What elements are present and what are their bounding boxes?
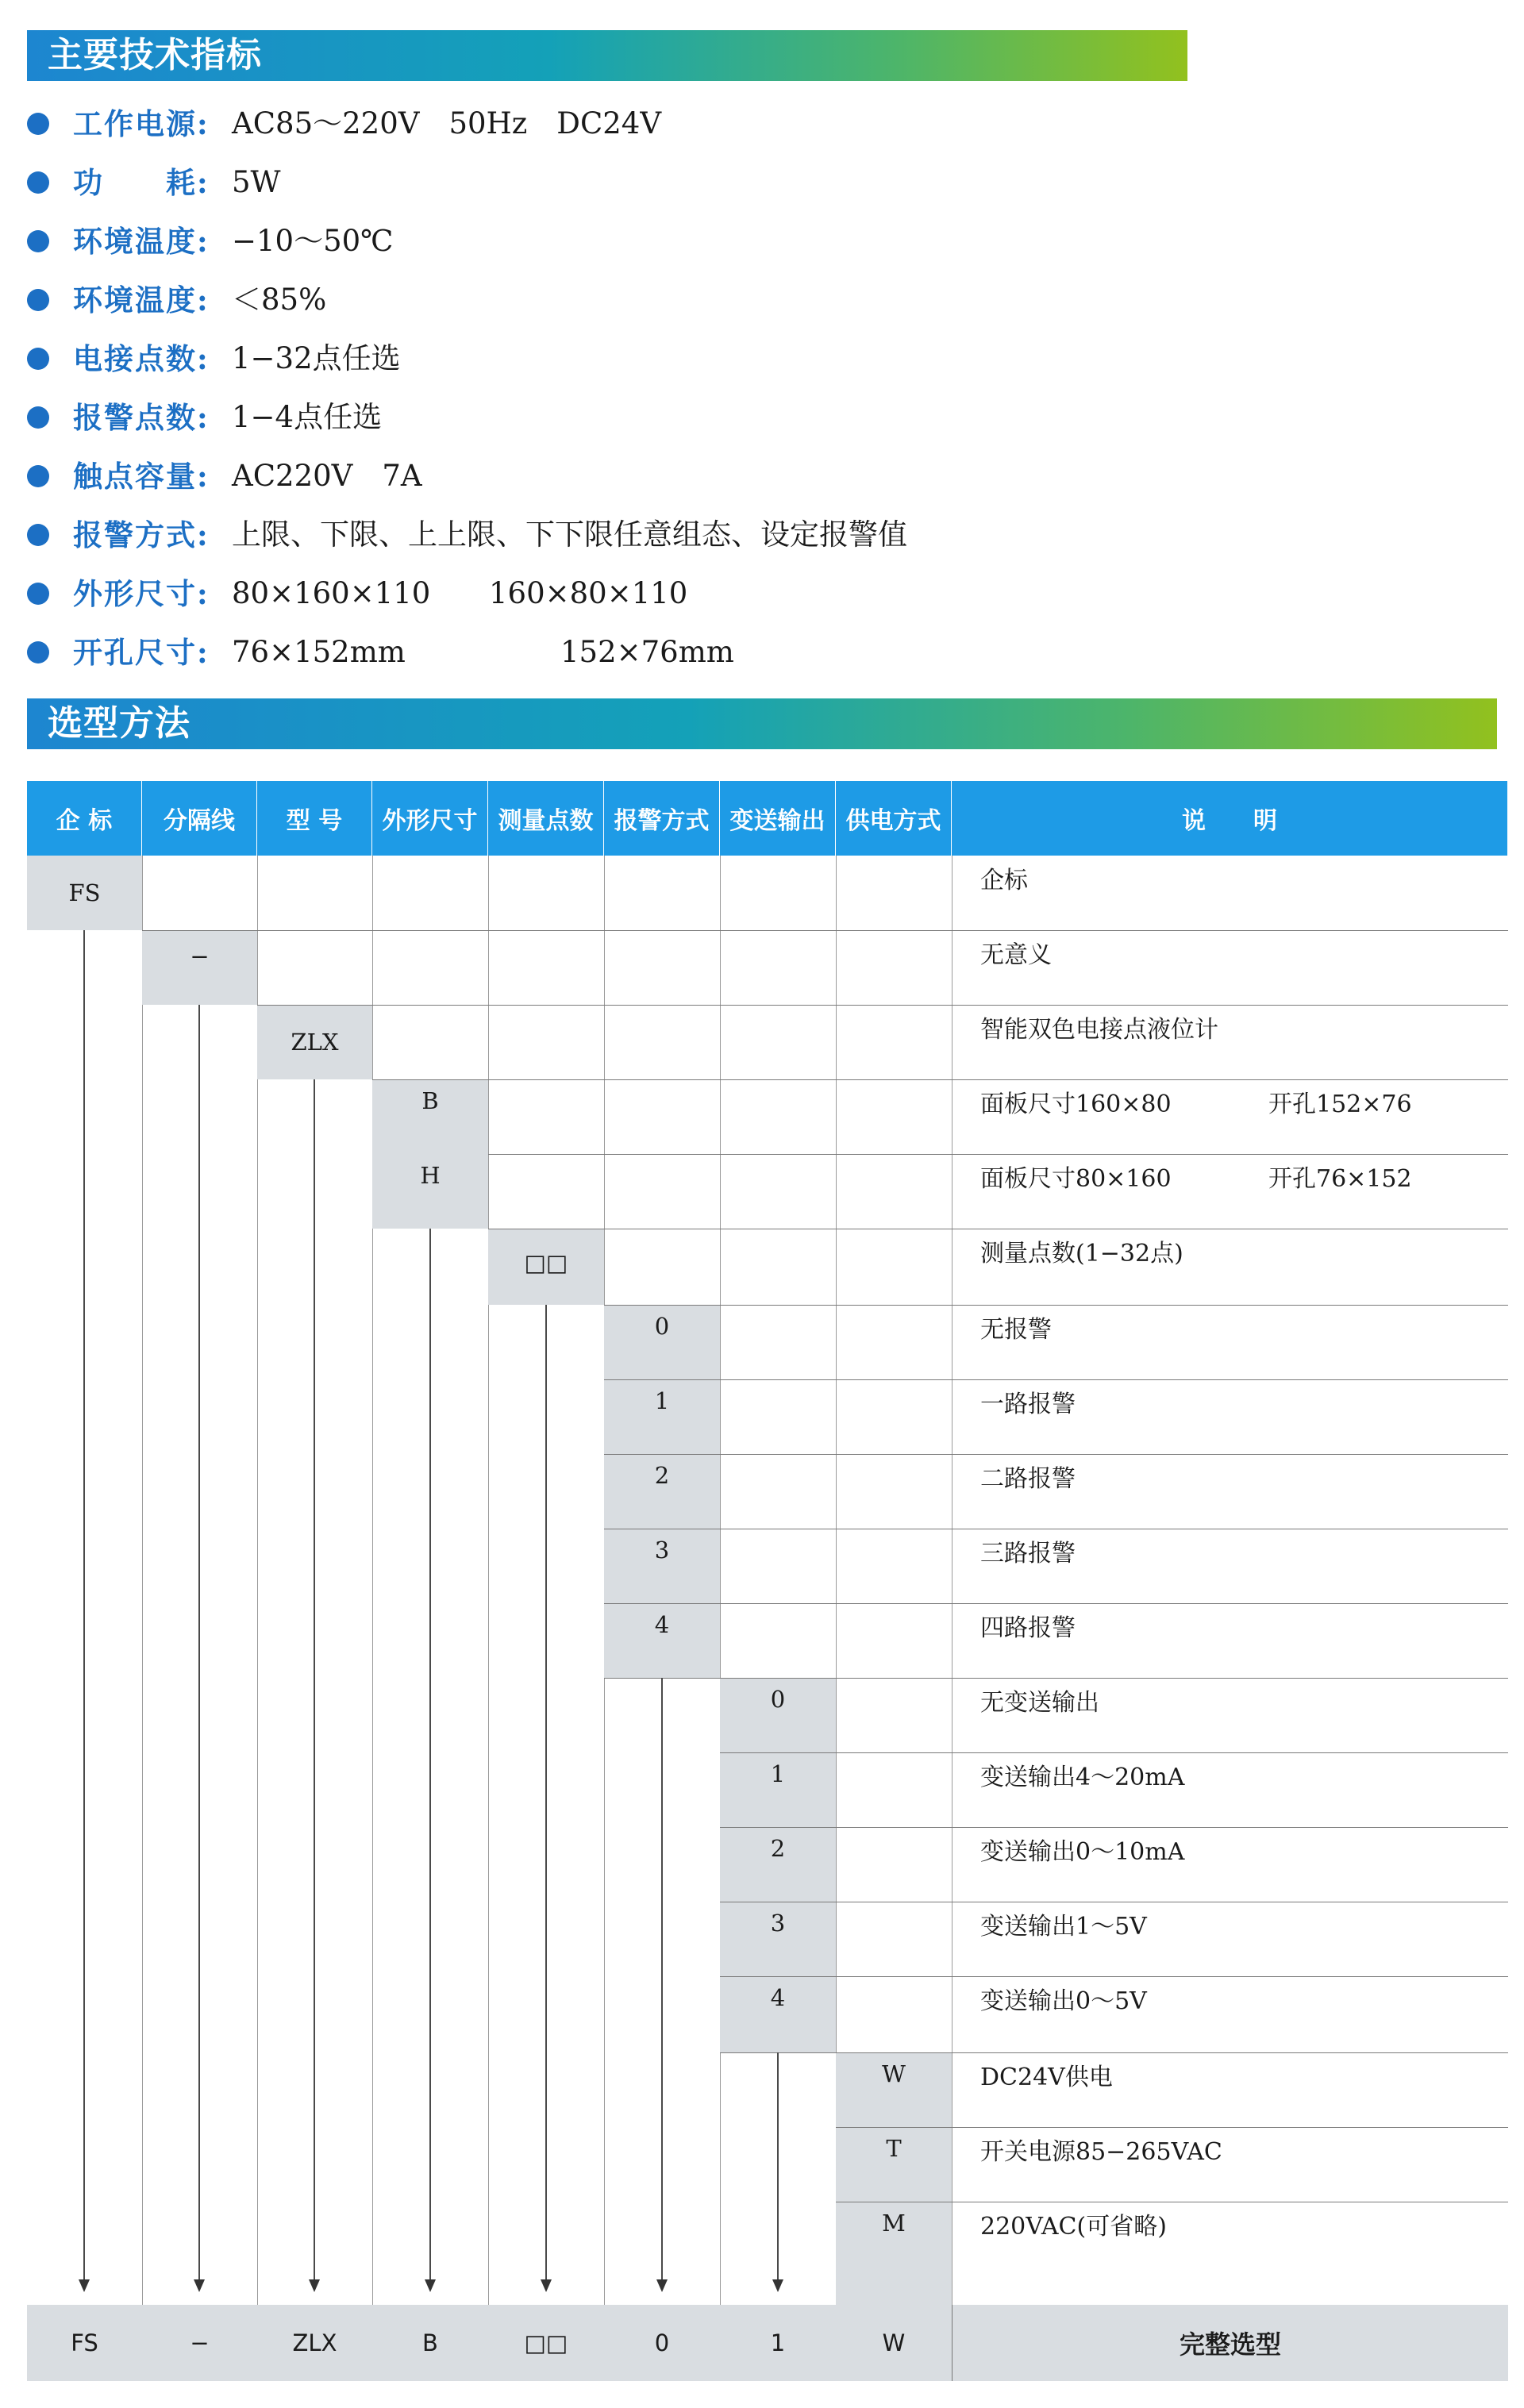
spec-label: 环境温度: [73,224,210,259]
final-code: − [142,2305,257,2381]
spec-label: 电接点数: [73,341,210,376]
spec-value: 上限、下限、上上限、下下限任意组态、设定报警值 [232,517,907,552]
bullet-dot-icon [27,289,49,311]
row-line [604,1379,1508,1380]
spec-value: 80×160×110 [232,576,431,610]
column-header: 分隔线 [142,781,257,856]
description-text: 测量点数(1−32点) [980,1240,1183,1267]
final-label: 完整选型 [952,2305,1508,2381]
spec-value-alt: 160×80×110 [489,576,688,610]
final-code: ZLX [257,2305,372,2381]
spec-label: 触点容量: [73,459,210,494]
code-transmit: 4 [770,1984,786,2011]
arrow-down-icon [79,2279,90,2292]
spec-value: −10～50℃ [232,224,394,258]
grid-line [488,856,489,2305]
code-cell [836,2052,952,2305]
code-alarm: 1 [654,1387,670,1414]
spec-value: 1−4点任选 [232,400,383,434]
description-text: 智能双色电接点液位计 [980,1016,1218,1044]
description-text: 二路报警 [980,1465,1076,1493]
code-transmit: 1 [770,1760,786,1787]
description-text: 面板尺寸160×80 [980,1091,1172,1118]
connector-line [777,2052,779,2281]
code-size: B [421,1087,439,1114]
spec-label: 报警点数: [73,400,210,435]
bullet-dot-icon [27,171,49,194]
description-text: DC24V供电 [980,2064,1113,2091]
code-power: W [882,2060,906,2087]
description-text: 变送输出1～5V [980,1913,1147,1941]
spec-label: 环境温度: [73,283,210,317]
bullet-dot-icon [27,406,49,429]
bullet-dot-icon [27,113,49,135]
spec-value: AC85～220V 50Hz DC24V [232,106,662,140]
description-text: 开关电源85−265VAC [980,2138,1222,2166]
row-line [142,930,1508,931]
connector-line [83,930,85,2281]
code-transmit: 3 [770,1910,786,1937]
arrow-down-icon [194,2279,205,2292]
arrow-down-icon [656,2279,668,2292]
spec-value-alt: 152×76mm [560,635,734,669]
code-alarm: 2 [654,1462,670,1489]
code-power: M [882,2210,906,2237]
connector-line [198,1005,200,2281]
code-size: H [420,1162,441,1189]
grid-line [720,856,721,2305]
description-text: 无意义 [980,941,1052,969]
row-line [720,1752,1508,1753]
spec-label: 功 耗: [73,165,210,200]
code-alarm: 3 [654,1537,670,1564]
code-points: □□ [524,1249,568,1276]
arrow-down-icon [541,2279,552,2292]
spec-label: 外形尺寸: [73,576,210,611]
row-line [604,1305,1508,1306]
row-line [720,2052,1508,2053]
column-header: 变送输出 [720,781,836,856]
column-header: 说 明 [952,781,1508,856]
row-line [257,1005,1508,1006]
bullet-dot-icon [27,583,49,605]
selection-table [27,781,1508,2386]
description-text: 一路报警 [980,1391,1076,1418]
arrow-down-icon [425,2279,436,2292]
code-transmit: 0 [770,1686,786,1713]
grid-line [142,856,143,2305]
column-header: 型 号 [257,781,372,856]
final-code: 0 [604,2305,720,2381]
section-title: 选型方法 [48,703,190,744]
connector-line [545,1305,547,2281]
bullet-dot-icon [27,348,49,370]
final-code: FS [27,2305,142,2381]
row-line [604,1603,1508,1604]
description-text: 变送输出0～10mA [980,1838,1185,1866]
column-header: 企 标 [27,781,142,856]
spec-value: 76×152mm [232,635,406,669]
code-alarm: 0 [654,1313,670,1340]
spec-value: 5W [232,165,281,199]
code-standard: FS [68,879,101,906]
final-code: 1 [720,2305,836,2381]
description-text: 无变送输出 [980,1689,1099,1717]
final-code: □□ [488,2305,604,2381]
description-text: 变送输出0～5V [980,1987,1147,2015]
section-title: 主要技术指标 [48,35,262,75]
spec-value: 1−32点任选 [232,341,401,375]
connector-line [314,1079,315,2281]
column-header: 供电方式 [836,781,952,856]
code-transmit: 2 [770,1835,786,1862]
spec-label: 工作电源: [73,106,210,141]
arrow-down-icon [309,2279,320,2292]
column-header: 外形尺寸 [372,781,488,856]
connector-line [661,1678,663,2281]
code-model: ZLX [291,1029,339,1056]
row-line [604,1454,1508,1455]
bullet-dot-icon [27,524,49,546]
grid-line [372,856,373,2305]
spec-label: 开孔尺寸: [73,635,210,670]
description-text: 220VAC(可省略) [980,2213,1167,2241]
code-alarm: 4 [654,1611,670,1638]
final-code: W [836,2305,952,2381]
code-power: T [886,2135,902,2162]
row-line [720,1827,1508,1828]
code-separator: − [190,943,210,970]
bullet-dot-icon [27,641,49,664]
spec-label: 报警方式: [73,517,210,552]
spec-value: AC220V 7A [232,459,422,493]
description-extra: 开孔152×76 [1268,1091,1412,1118]
row-line [604,1678,1508,1679]
spec-value: ＜85% [232,283,327,317]
bullet-dot-icon [27,465,49,487]
column-header: 报警方式 [604,781,720,856]
connector-line [429,1229,431,2281]
description-text: 无报警 [980,1316,1052,1344]
bullet-dot-icon [27,230,49,252]
section-banner-specs [27,30,1187,81]
row-line [836,2127,1508,2128]
description-text: 面板尺寸80×160 [980,1165,1172,1193]
section-banner-selection [27,698,1497,749]
column-header: 测量点数 [488,781,604,856]
description-text: 三路报警 [980,1540,1076,1568]
row-line [372,1079,1508,1080]
row-line [488,1154,1508,1155]
row-line [720,1976,1508,1977]
description-text: 四路报警 [980,1614,1076,1642]
description-text: 变送输出4～20mA [980,1764,1185,1791]
final-code: B [372,2305,488,2381]
arrow-down-icon [772,2279,783,2292]
description-extra: 开孔76×152 [1268,1165,1412,1193]
description-text: 企标 [980,867,1028,894]
